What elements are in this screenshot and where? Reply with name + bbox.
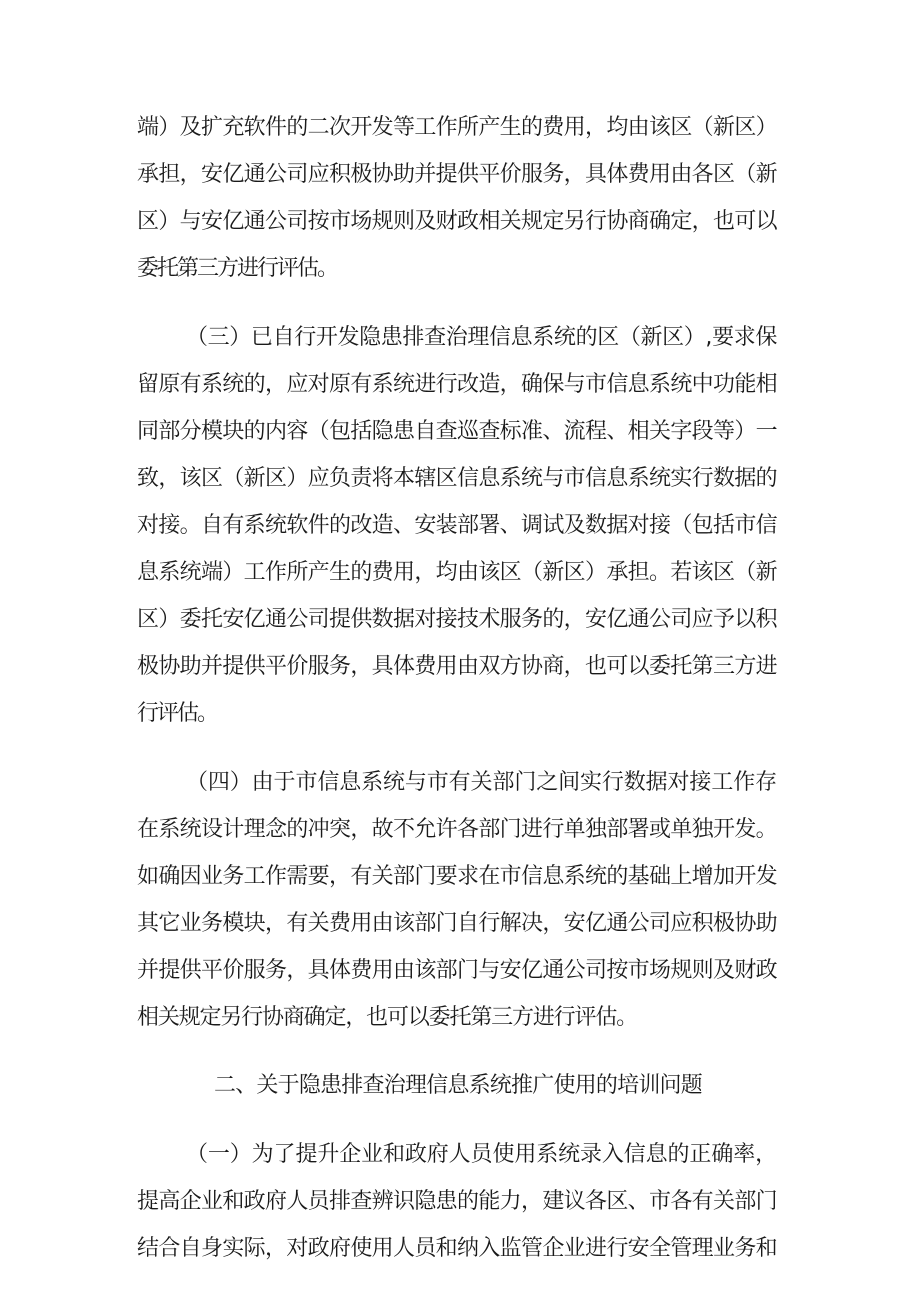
- line-text: 对接。自有系统软件的改造、安装部署、调试及数据对接（包括市信: [137, 513, 777, 538]
- text-line: [0, 857, 920, 897]
- text-line: [0, 1135, 920, 1175]
- text-line: [0, 810, 920, 850]
- line-text: 承担，安亿通公司应积极协助并提供平价服务，具体费用由各区（新: [137, 162, 777, 187]
- line-text: （一）为了提升企业和政府人员使用系统录入信息的正确率，: [186, 1142, 777, 1167]
- line-text: 端）及扩充软件的二次开发等工作所产生的费用，均由该区（新区）: [137, 115, 777, 140]
- text-line: [0, 459, 920, 499]
- line-text: （三）已自行开发隐患排查治理信息系统的区（新区）,要求保: [186, 325, 777, 350]
- line-text: 致，该区（新区）应负责将本辖区信息系统与市信息系统实行数据的: [137, 466, 777, 491]
- heading-text: 二、关于隐患排查治理信息系统推广使用的培训问题: [214, 1073, 702, 1098]
- line-text: 行评估。: [137, 701, 217, 726]
- text-line: [0, 249, 920, 289]
- line-text: 在系统设计理念的冲突，故不允许各部门进行单独部署或单独开发。: [137, 817, 777, 842]
- line-text: 区）与安亿通公司按市场规则及财政相关规定另行协商确定，也可以: [137, 209, 777, 234]
- text-line: [0, 904, 920, 944]
- line-text: 息系统端）工作所产生的费用，均由该区（新区）承担。若该区（新: [137, 560, 777, 585]
- line-text: 同部分模块的内容（包括隐患自查巡查标准、流程、相关字段等）一: [137, 419, 777, 444]
- text-line: [0, 1066, 920, 1106]
- line-text: 并提供平价服务，具体费用由该部门与安亿通公司按市场规则及财政: [137, 958, 777, 983]
- text-line: [0, 108, 920, 148]
- text-line: [0, 647, 920, 687]
- text-line: [0, 506, 920, 546]
- line-text: 委托第三方进行评估。: [137, 256, 337, 281]
- line-text: 相关规定另行协商确定，也可以委托第三方进行评估。: [137, 1005, 637, 1030]
- text-line: [0, 951, 920, 991]
- text-line: [0, 412, 920, 452]
- line-text: 留原有系统的，应对原有系统进行改造，确保与市信息系统中功能相: [137, 372, 777, 397]
- text-line: [0, 1229, 920, 1269]
- text-line: [0, 763, 920, 803]
- text-line: [0, 998, 920, 1038]
- text-line: [0, 694, 920, 734]
- line-text: 区）委托安亿通公司提供数据对接技术服务的，安亿通公司应予以积: [137, 607, 777, 632]
- text-line: [0, 155, 920, 195]
- text-line: [0, 318, 920, 358]
- text-line: [0, 365, 920, 405]
- line-text: 提高企业和政府人员排查辨识隐患的能力，建议各区、市各有关部门: [137, 1189, 777, 1214]
- line-text: 结合自身实际，对政府使用人员和纳入监管企业进行安全管理业务和: [137, 1236, 777, 1261]
- line-text: 极协助并提供平价服务，具体费用由双方协商，也可以委托第三方进: [137, 654, 777, 679]
- text-line: [0, 1182, 920, 1222]
- line-text: （四）由于市信息系统与市有关部门之间实行数据对接工作存: [186, 770, 777, 795]
- text-line: [0, 600, 920, 640]
- text-line: [0, 553, 920, 593]
- line-text: 其它业务模块，有关费用由该部门自行解决，安亿通公司应积极协助: [137, 911, 777, 936]
- text-line: [0, 202, 920, 242]
- line-text: 如确因业务工作需要，有关部门要求在市信息系统的基础上增加开发: [137, 864, 777, 889]
